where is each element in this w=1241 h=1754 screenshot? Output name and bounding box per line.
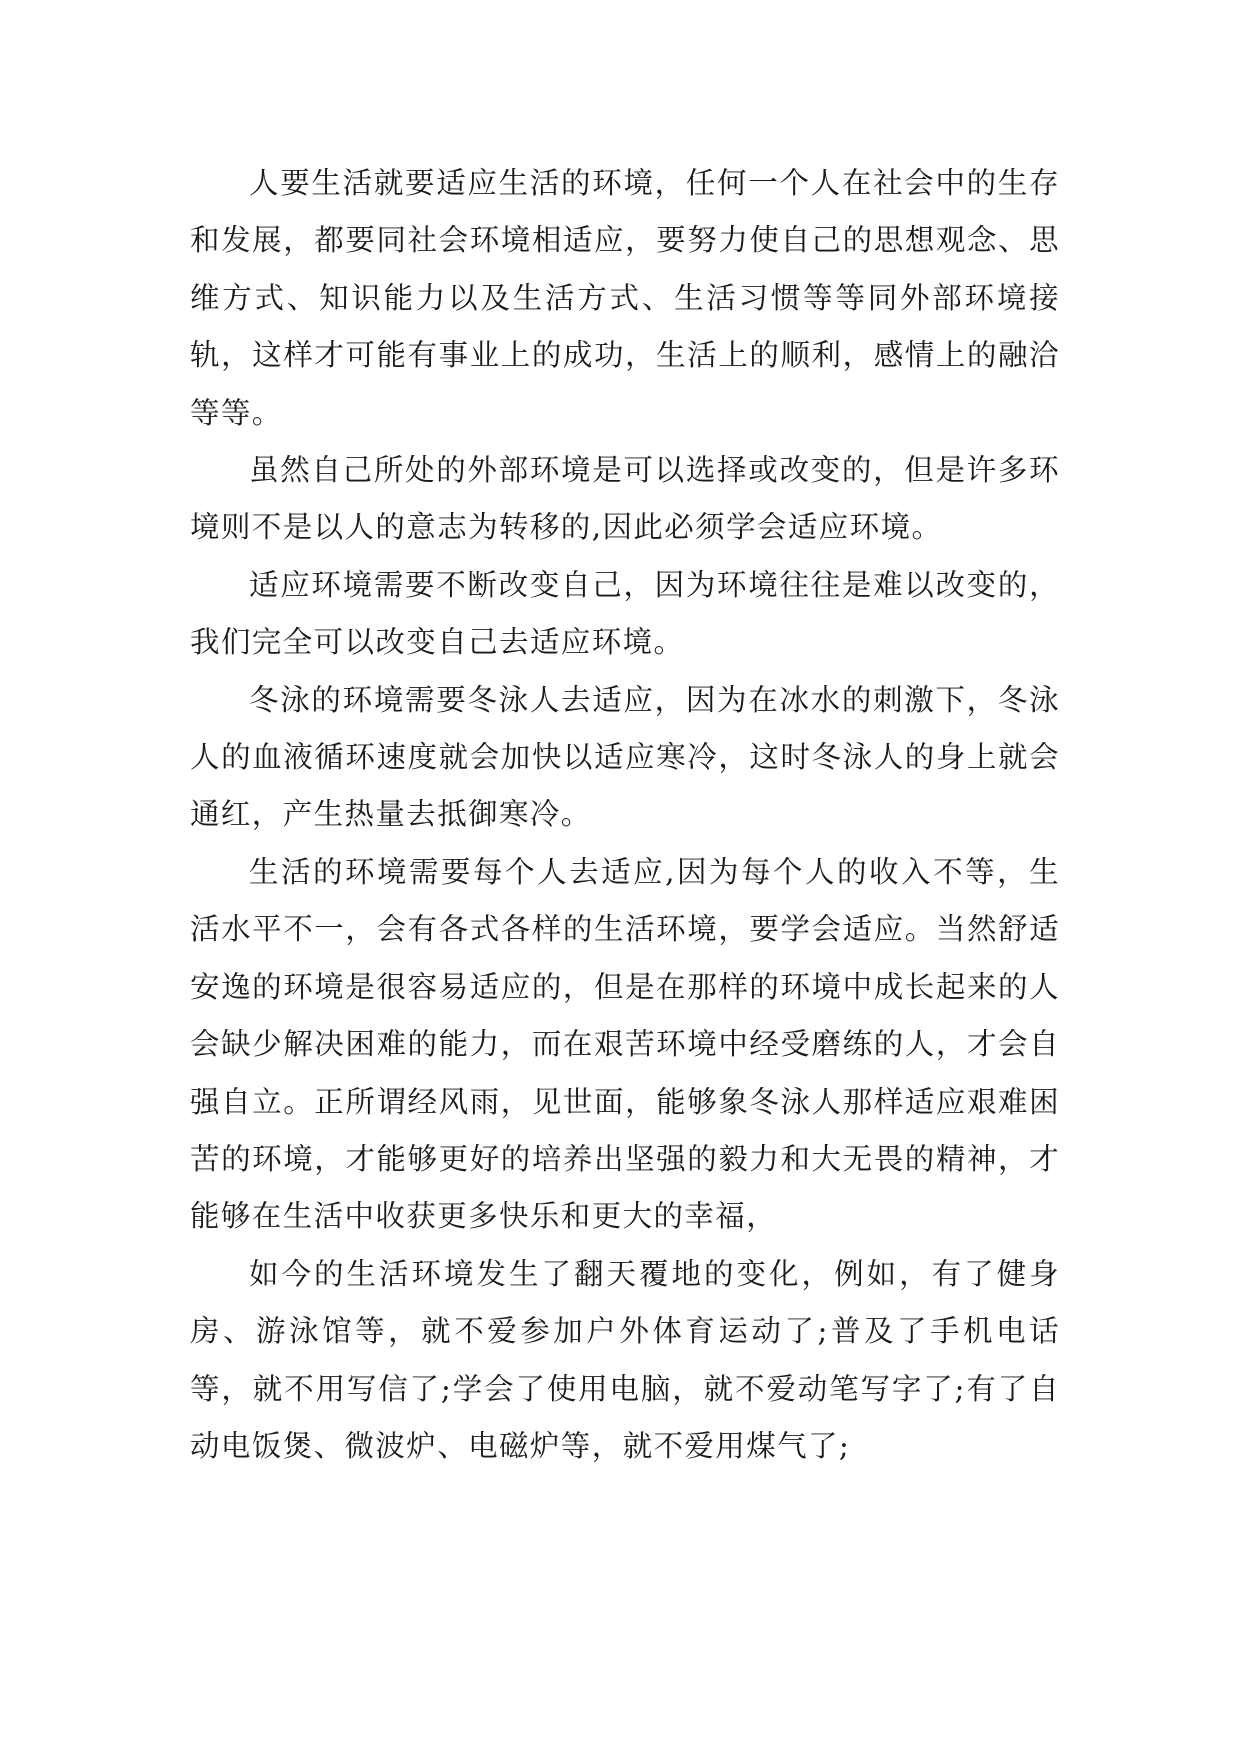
paragraph-3: 适应环境需要不断改变自己，因为环境往往是难以改变的，我们完全可以改变自己去适应环境。 — [190, 567, 1060, 660]
paragraph-5: 生活的环境需要每个人去适应,因为每个人的收入不等，生活水平不一，会有各式各样的生活环境，要学会适应。当然舒适安逸的环境是很容易适应的，但是在那样的环境中成长起来的人会缺少解决困难的能力，而在艰苦环境中经受磨练的人，才会自强自立。正所谓经风雨，见世面，能够象冬泳人那样适应艰难困苦的环境，才能够更好的培养出坚强的毅力和大无畏的精神，才能够在生活中收获更多快乐和更大的幸福， — [190, 854, 1060, 1234]
paragraph-4: 冬泳的环境需要冬泳人去适应，因为在冰水的刺激下，冬泳人的血液循环速度就会加快以适应寒冷，这时冬泳人的身上就会通红，产生热量去抵御寒冷。 — [190, 682, 1060, 832]
paragraph-6: 如今的生活环境发生了翻天覆地的变化，例如，有了健身房、游泳馆等，就不爱参加户外体育运动了;普及了手机电话等，就不用写信了;学会了使用电脑，就不爱动笔写字了;有了自动电饭煲、微波炉、电磁炉等，就不爱用煤气了; — [190, 1256, 1060, 1463]
paragraph-2: 虽然自己所处的外部环境是可以选择或改变的，但是许多环境则不是以人的意志为转移的,因此必须学会适应环境。 — [190, 453, 1060, 545]
paragraph-1: 人要生活就要适应生活的环境，任何一个人在社会中的生存和发展，都要同社会环境相适应，要努力使自己的思想观念、思维方式、知识能力以及生活方式、生活习惯等等同外部环境接轨，这样才可能有事业上的成功，生活上的顺利，感情上的融洽等等。 — [190, 166, 1060, 430]
document-body — [190, 155, 1060, 1475]
